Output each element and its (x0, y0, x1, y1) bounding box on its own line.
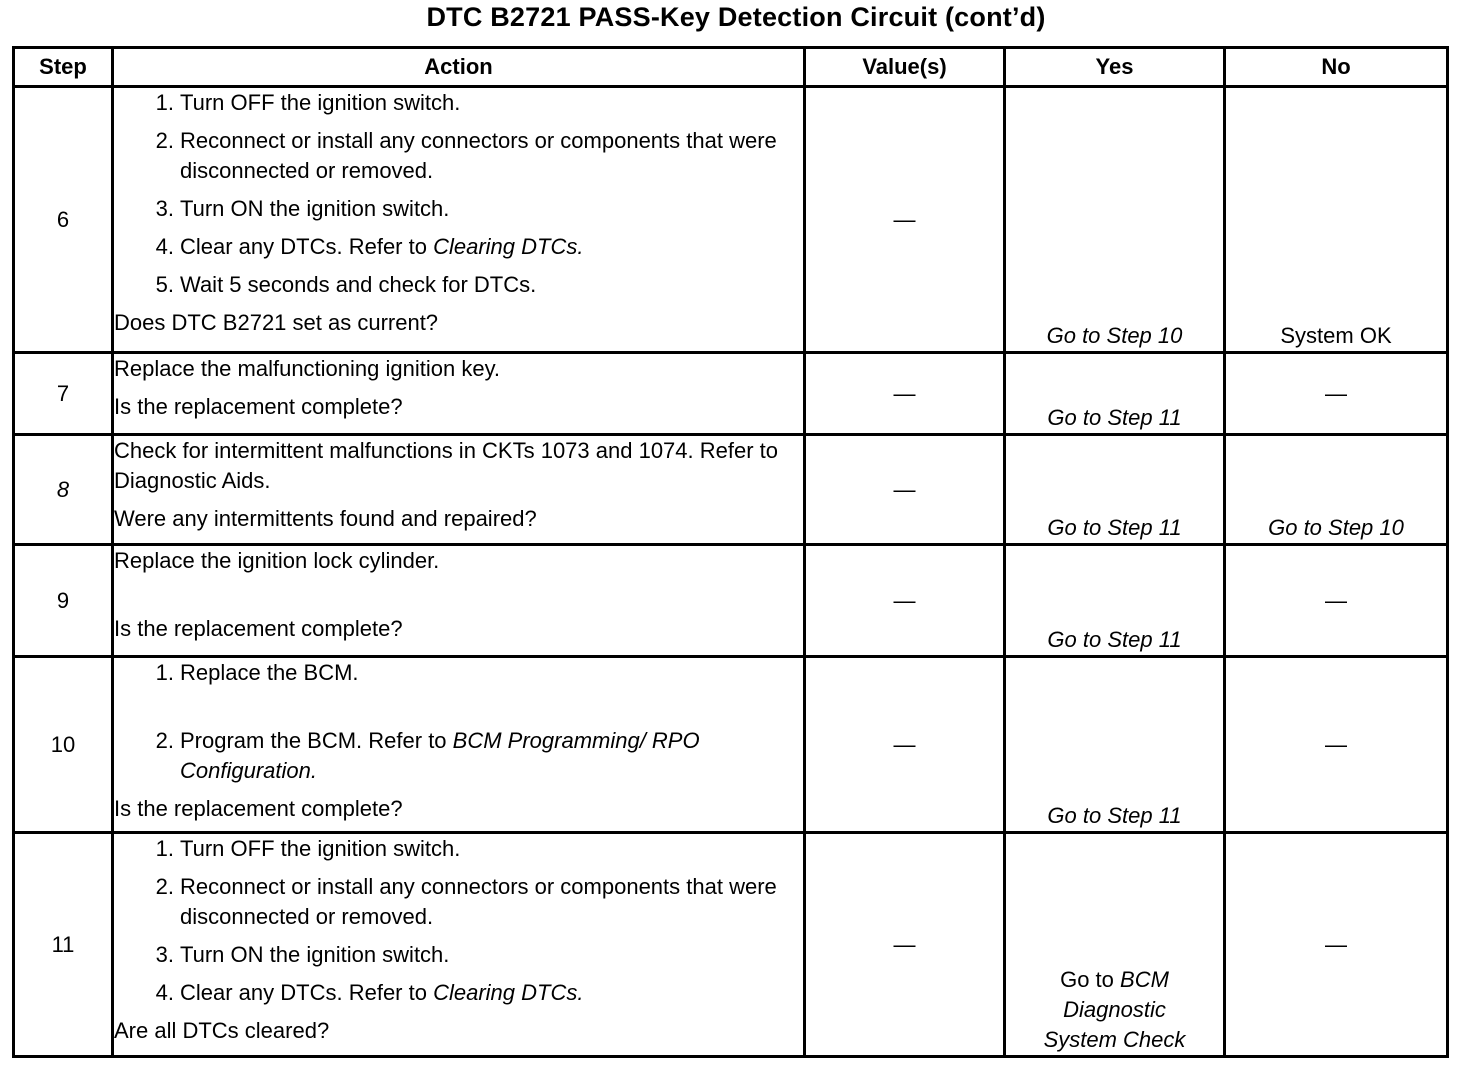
value-cell: — (805, 657, 1005, 833)
value-cell: — (805, 545, 1005, 657)
action-cell (113, 87, 805, 353)
table-header-row (14, 48, 1448, 87)
action-text: Check for intermittent malfunctions in CKTs 1073 and 1074. Refer to Diagnostic Aids. (114, 438, 779, 493)
yes-cell: Go to Step 11 (1005, 657, 1225, 833)
action-text: Replace the malfunctioning ignition key. (114, 356, 501, 381)
action-step: 1. Replace the BCM. (155, 660, 359, 685)
action-cell (113, 353, 805, 435)
header-step: Step (14, 48, 113, 87)
action-step: 2. Reconnect or install any connectors or components that were disconnected or removed. (155, 128, 777, 183)
action-steps (114, 834, 803, 1008)
question-text: Is the replacement complete? (114, 796, 403, 821)
action-cell (113, 435, 805, 545)
value-cell: — (805, 87, 1005, 353)
action-step: 2. Reconnect or install any connectors or components that were disconnected or removed. (155, 874, 777, 929)
table-row-step-11 (14, 833, 1448, 1057)
header-values: Value(s) (805, 48, 1005, 87)
action-step: 4. Clear any DTCs. Refer to Clearing DTCs. (155, 980, 584, 1005)
no-cell: — (1225, 833, 1448, 1057)
action-step: 1. Turn OFF the ignition switch. (155, 836, 461, 861)
no-cell: — (1225, 657, 1448, 833)
action-step: 3. Turn ON the ignition switch. (155, 196, 450, 221)
table-row-step-7 (14, 353, 1448, 435)
action-step: 1. Turn OFF the ignition switch. (155, 90, 461, 115)
action-steps (114, 658, 803, 786)
action-text: Replace the ignition lock cylinder. (114, 548, 440, 573)
step-number: 7 (14, 353, 113, 435)
step-number: 11 (14, 833, 113, 1057)
value-cell: — (805, 833, 1005, 1057)
reference-link: Clearing DTCs. (433, 234, 584, 259)
yes-cell: Go to Step 10 (1005, 87, 1225, 353)
action-cell (113, 545, 805, 657)
question-text: Is the replacement complete? (114, 616, 403, 641)
no-cell: Go to Step 10 (1225, 435, 1448, 545)
yes-cell: Go to Step 11 (1005, 353, 1225, 435)
step-number: 10 (14, 657, 113, 833)
table-row-step-6 (14, 87, 1448, 353)
question-text: Were any intermittents found and repaired? (114, 506, 537, 531)
value-cell: — (805, 435, 1005, 545)
action-cell (113, 657, 805, 833)
question-text: Does DTC B2721 set as current? (114, 310, 439, 335)
yes-cell: Go to Step 11 (1005, 545, 1225, 657)
step-number: 6 (14, 87, 113, 353)
no-cell: — (1225, 545, 1448, 657)
header-no: No (1225, 48, 1448, 87)
value-cell: — (805, 353, 1005, 435)
no-cell: System OK (1225, 87, 1448, 353)
diagnostic-table (12, 46, 1449, 1058)
yes-cell (1005, 833, 1225, 1057)
reference-link: Clearing DTCs. (433, 980, 584, 1005)
action-steps (114, 88, 803, 300)
header-action: Action (113, 48, 805, 87)
yes-cell: Go to Step 11 (1005, 435, 1225, 545)
question-text: Are all DTCs cleared? (114, 1018, 330, 1043)
step-number: 9 (14, 545, 113, 657)
action-step: 2. Program the BCM. Refer to BCM Programming/ RPO Configuration. (155, 728, 700, 783)
reference-link: BCM Programming/ RPO Configuration. (180, 728, 700, 783)
action-step: 3. Turn ON the ignition switch. (155, 942, 450, 967)
action-step: 4. Clear any DTCs. Refer to Clearing DTCs. (155, 234, 584, 259)
question-text: Is the replacement complete? (114, 394, 403, 419)
table-row-step-8 (14, 435, 1448, 545)
header-yes: Yes (1005, 48, 1225, 87)
table-row-step-9 (14, 545, 1448, 657)
reference-link: BCM Diagnostic System Check (1043, 967, 1186, 1052)
action-cell (113, 833, 805, 1057)
action-step: 5. Wait 5 seconds and check for DTCs. (155, 272, 537, 297)
page-title: DTC B2721 PASS-Key Detection Circuit (cont’d) (426, 2, 1046, 32)
no-cell: — (1225, 353, 1448, 435)
table-row-step-10 (14, 657, 1448, 833)
yes-prefix: Go to (1060, 967, 1121, 992)
step-number: 8 (14, 435, 113, 545)
